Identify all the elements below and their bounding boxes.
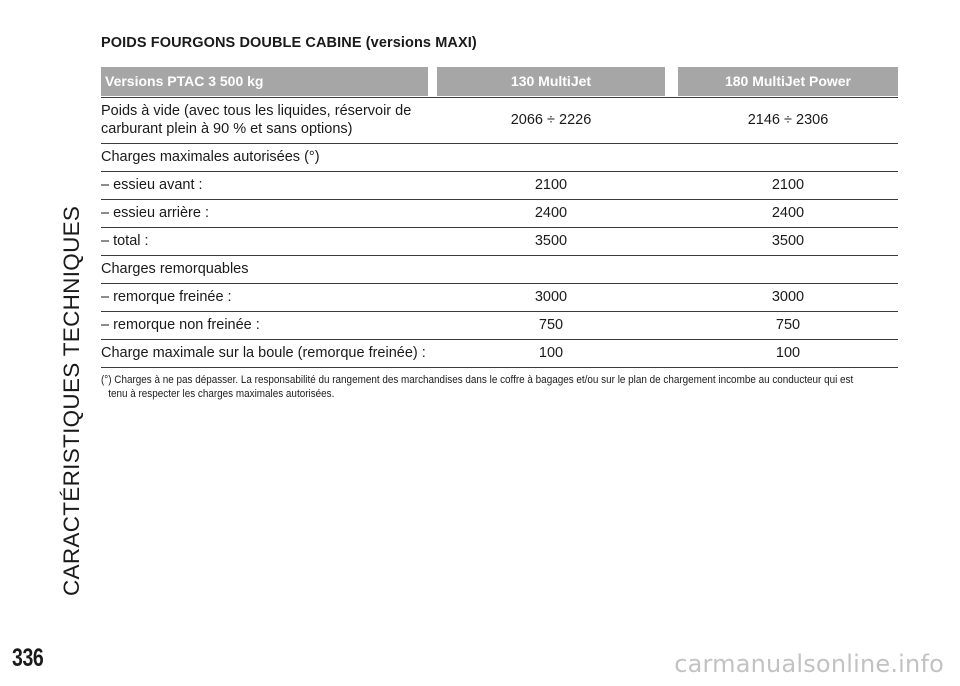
footnote-line2: tenu à respecter les charges maximales autorisées. xyxy=(108,388,335,400)
row-value-180: 2400 xyxy=(771,205,805,221)
table-row xyxy=(101,98,898,144)
table-row xyxy=(101,228,898,256)
header-versions: Versions PTAC 3 500 kg xyxy=(101,67,428,96)
row-value-130: 2400 xyxy=(534,205,568,221)
table-row xyxy=(101,256,898,284)
header-180-multijet-power: 180 MultiJet Power xyxy=(678,67,898,96)
table-row xyxy=(101,340,898,368)
row-value-130: 3500 xyxy=(534,233,568,249)
row-value-130: 2066 ÷ 2226 xyxy=(510,112,592,128)
chapter-side-title xyxy=(58,30,86,630)
row-value-130: 750 xyxy=(538,317,564,333)
row-label: Charges remorquables xyxy=(101,261,249,277)
row-value-180: 2100 xyxy=(771,177,805,193)
row-label: – total : xyxy=(101,233,149,249)
table-header-row xyxy=(101,67,898,98)
row-label: – essieu arrière : xyxy=(101,205,209,221)
table-row xyxy=(101,200,898,228)
row-value-180: 100 xyxy=(775,345,801,361)
row-label: – essieu avant : xyxy=(101,177,203,193)
site-watermark: carmanualsonline.info xyxy=(674,650,944,678)
chapter-side-title-text: CARACTÉRISTIQUES TECHNIQUES xyxy=(59,205,84,596)
table-row xyxy=(101,172,898,200)
page-number: 336 xyxy=(12,644,44,672)
row-value-180: 3500 xyxy=(771,233,805,249)
row-value-130: 100 xyxy=(538,345,564,361)
row-label-line1: Poids à vide (avec tous les liquides, réservoir de xyxy=(101,103,412,119)
row-value-130: 2100 xyxy=(534,177,568,193)
row-label: – remorque non freinée : xyxy=(101,317,260,333)
table-row xyxy=(101,144,898,172)
table-footnote xyxy=(101,373,891,401)
section-title: POIDS FOURGONS DOUBLE CABINE (versions MAXI) xyxy=(101,35,477,51)
row-value-180: 3000 xyxy=(771,289,805,305)
row-label-line2: carburant plein à 90 % et sans options) xyxy=(101,121,353,137)
row-value-180: 2146 ÷ 2306 xyxy=(747,112,829,128)
row-label xyxy=(101,102,436,138)
weights-table xyxy=(101,67,898,368)
row-value-180: 750 xyxy=(775,317,801,333)
table-row xyxy=(101,284,898,312)
table-row xyxy=(101,312,898,340)
header-130-multijet: 130 MultiJet xyxy=(437,67,665,96)
footnote-line1: (°) Charges à ne pas dépasser. La responsabilité du rangement des marchandises dans le coffre à bagages et/ou sur le plan de chargement incombe au conducteur qui est xyxy=(101,374,854,386)
row-label: – remorque freinée : xyxy=(101,289,232,305)
row-label: Charges maximales autorisées (°) xyxy=(101,149,320,165)
row-value-130: 3000 xyxy=(534,289,568,305)
row-label: Charge maximale sur la boule (remorque freinée) : xyxy=(101,345,426,361)
